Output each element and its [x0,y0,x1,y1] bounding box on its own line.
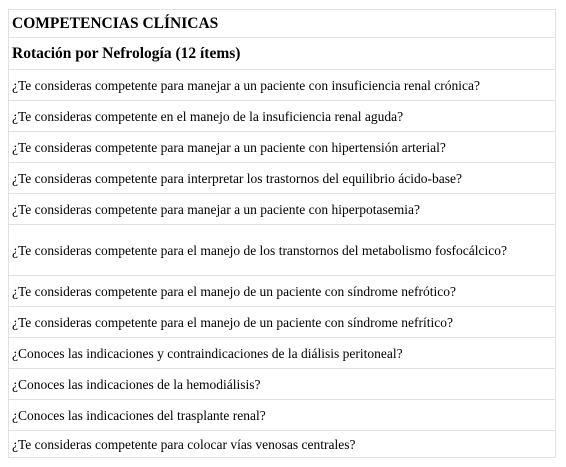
question-cell: ¿Te consideras competente para el manejo de los transtornos del metabolismo fosfocálcico? [9,225,556,276]
question-cell: ¿Te consideras competente para el manejo de un paciente con síndrome nefrítico? [9,307,556,338]
table-row [9,132,556,163]
subsection-header-row [9,38,556,70]
table-row [9,276,556,307]
subsection-title: Rotación por Nefrología (12 ítems) [9,38,556,70]
question-cell: ¿Conoces las indicaciones del trasplante renal? [9,400,556,431]
table-row [9,163,556,194]
table-row [9,307,556,338]
table-row [9,431,556,458]
question-cell: ¿Te consideras competente para manejar a un paciente con insuficiencia renal crónica? [9,70,556,101]
question-cell: ¿Te consideras competente para manejar a un paciente con hipertensión arterial? [9,132,556,163]
section-header-row [9,10,556,38]
question-cell: ¿Te consideras competente para colocar vías venosas centrales? [9,431,556,458]
question-cell: ¿Te consideras competente para el manejo de un paciente con síndrome nefrótico? [9,276,556,307]
table-row [9,101,556,132]
table-row [9,369,556,400]
table-row [9,70,556,101]
competencies-table [8,9,556,458]
question-cell: ¿Te consideras competente para manejar a un paciente con hiperpotasemia? [9,194,556,225]
question-cell: ¿Te consideras competente para interpretar los trastornos del equilibrio ácido-base? [9,163,556,194]
table-row [9,194,556,225]
table-row [9,400,556,431]
section-title: COMPETENCIAS CLÍNICAS [9,10,556,38]
table-row [9,338,556,369]
question-cell: ¿Conoces las indicaciones y contraindicaciones de la diálisis peritoneal? [9,338,556,369]
question-cell: ¿Te consideras competente en el manejo de la insuficiencia renal aguda? [9,101,556,132]
table-row [9,225,556,276]
question-cell: ¿Conoces las indicaciones de la hemodiálisis? [9,369,556,400]
